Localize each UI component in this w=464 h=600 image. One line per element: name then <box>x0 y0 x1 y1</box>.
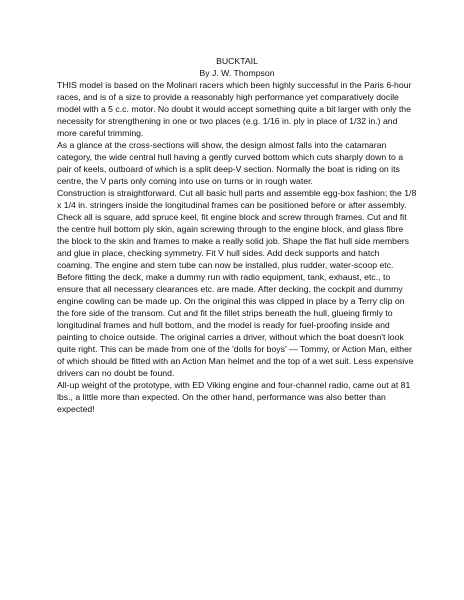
document-title: BUCKTAIL <box>216 56 258 66</box>
paragraph-design: As a glance at the cross-sections will show, the design almost falls into the catamaran category, the wide central hull having a gently curved bottom which cuts sharply down to a pair of keels, outboard of which is a split deep-V section. Normally the boat is riding on its centre, the V parts only coming into use on turns or in rough water. <box>57 140 404 186</box>
document-page <box>57 55 417 415</box>
paragraph-weight: All-up weight of the prototype, with ED Viking engine and four-channel radio, came out at 81 lbs., a little more than expected. On the other hand, performance was also better than expected! <box>57 380 411 414</box>
author-byline: By J. W. Thompson <box>199 68 275 78</box>
paragraph-intro: THIS model is based on the Molinari racers which been highly successful in the Paris 6-hour races, and is of a size to provide a reasonably high performance yet comparatively docile model with a 5 c.c. motor. No doubt it would accept something quite a bit larger with only the necessity for strengthening in one or two places (e.g. 1/16 in. ply in place of 1/32 in.) and more careful trimming. <box>57 80 412 138</box>
paragraph-construction: Construction is straightforward. Cut all basic hull parts and assemble egg-box fashion; the 1/8 x 1/4 in. stringers inside the longitudinal frames can be positioned before or after assembly. Check all is square, add spruce keel, fit engine block and screw through frames. Cut and fit the centre hull bottom ply skin, again screwing through to the engine block, and glass fibre the block to the skin and frames to make a really solid job. Shape the flat hull side members and glue in place, checking symmetry. Fit V hull sides. Add deck supports and hatch coaming. The engine and stern tube can now be installed, plus rudder, water-scoop etc. Before fitting the deck, make a dummy run with radio equipment, tank, exhaust, etc., to ensure that all necessary clearances etc. are made. After decking, the cockpit and dummy engine cowling can be made up. On the original this was clipped in place by a Terry clip on the fore side of the transom. Cut and fit the fillet strips beneath the hull, glueing firmly to longitudinal frames and hull bottom, and the model is ready for fuel-proofing inside and painting to choice outside. The original carries a driver, without which the boat doesn't look quite right. This can be made from one of the 'dolls for boys' — Tommy, or Action Man, either of which should be fitted with an Action Man helmet and the top of a wet suit. Less expensive drivers can no doubt be found. <box>57 188 417 378</box>
